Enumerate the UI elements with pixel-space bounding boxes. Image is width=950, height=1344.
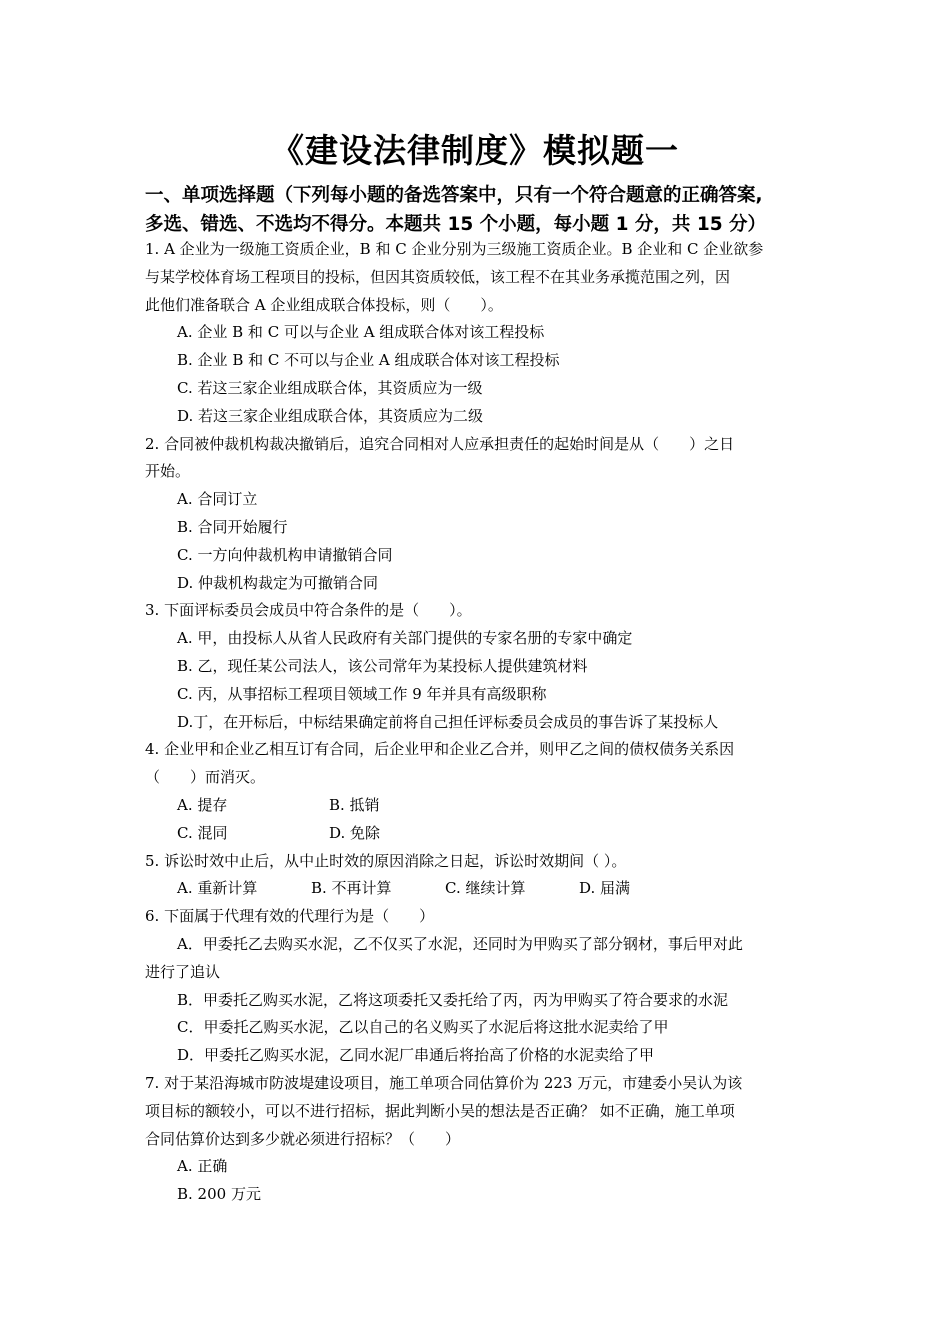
option-d: D.丁，在开标后，中标结果确定前将自己担任评标委员会成员的事告诉了某投标人 <box>177 712 719 731</box>
question-stem: 开始。 <box>145 462 191 481</box>
question-stem: 1. A 企业为一级施工资质企业，B 和 C 企业分别为三级施工资质企业。B 企业和 C 企业欲参 <box>145 240 764 258</box>
option-c: C. 若这三家企业组成联合体，其资质应为一级 <box>177 378 483 397</box>
question-stem: 项目标的额较小，可以不进行招标，据此判断小吴的想法是否正确？ 如不正确，施工单项 <box>145 1101 735 1120</box>
option-c: C. 丙，从事招标工程项目领域工作 9 年并具有高级职称 <box>177 684 547 703</box>
question-stem: 6. 下面属于代理有效的代理行为是（ ） <box>145 907 435 926</box>
option-c: C. 混同 <box>177 823 228 842</box>
option-row <box>145 792 815 820</box>
option-b: B. 乙，现任某公司法人，该公司常年为某投标人提供建筑材料 <box>177 656 588 675</box>
option-a: A. 提存 <box>177 795 228 814</box>
option-a: A. 甲，由投标人从省人民政府有关部门提供的专家名册的专家中确定 <box>177 629 633 648</box>
question-stem: 4. 企业甲和企业乙相互订有合同，后企业甲和企业乙合并，则甲乙之间的债权债务关系因 <box>145 740 735 759</box>
option-a: A. 重新计算 <box>177 879 258 898</box>
section-header-line: 多选、错选、不选均不得分。本题共 15 个小题，每小题 1 分，共 15 分） <box>145 214 767 235</box>
question-5 <box>145 848 815 904</box>
option-c: C．甲委托乙购买水泥，乙以自己的名义购买了水泥后将这批水泥卖给了甲 <box>177 1018 669 1037</box>
question-stem: 合同估算价达到多少就必须进行招标？（ ） <box>145 1129 461 1148</box>
question-stem: 2. 合同被仲裁机构裁决撤销后，追究合同相对人应承担责任的起始时间是从（ ）之日 <box>145 434 735 453</box>
question-stem: （ ）而消灭。 <box>145 768 266 787</box>
option-b: B．甲委托乙购买水泥，乙将这项委托又委托给了丙，丙为甲购买了符合要求的水泥 <box>177 990 729 1009</box>
section-header <box>145 181 815 239</box>
option-d: D. 届满 <box>579 879 631 898</box>
section-header-line: 一、单项选择题（下列每小题的备选答案中，只有一个符合题意的正确答案, <box>145 185 763 206</box>
question-1 <box>145 236 815 431</box>
question-stem: 3. 下面评标委员会成员中符合条件的是（ ）。 <box>145 601 472 620</box>
option-c: C. 继续计算 <box>445 879 526 898</box>
option-b: B. 不再计算 <box>311 879 392 898</box>
option-a: A. 企业 B 和 C 可以与企业 A 组成联合体对该工程投标 <box>177 323 545 342</box>
question-stem: 与某学校体育场工程项目的投标，但因其资质较低，该工程不在其业务承揽范围之列，因 <box>145 267 731 286</box>
option-b: B. 200 万元 <box>177 1185 261 1204</box>
question-2 <box>145 431 815 598</box>
option-d: D．甲委托乙购买水泥，乙同水泥厂串通后将抬高了价格的水泥卖给了甲 <box>177 1046 655 1065</box>
question-4 <box>145 736 815 847</box>
option-a: A. 正确 <box>177 1157 228 1176</box>
option-a: A．甲委托乙去购买水泥，乙不仅买了水泥，还同时为甲购买了部分钢材，事后甲对此 <box>177 934 743 953</box>
question-list <box>145 236 815 1209</box>
option-b: B. 合同开始履行 <box>177 517 288 536</box>
option-row <box>145 875 815 903</box>
question-3 <box>145 597 815 736</box>
option-d: D. 若这三家企业组成联合体，其资质应为二级 <box>177 406 484 425</box>
document-title: 《建设法律制度》模拟题一 <box>271 131 679 170</box>
question-7 <box>145 1070 815 1209</box>
question-stem: 7. 对于某沿海城市防波堤建设项目，施工单项合同估算价为 223 万元，市建委小吴认为该 <box>145 1073 743 1092</box>
option-c: C. 一方向仲裁机构申请撤销合同 <box>177 545 393 564</box>
option-d: D. 免除 <box>329 823 381 842</box>
question-stem: 此他们准备联合 A 企业组成联合体投标，则（ ）。 <box>145 295 503 314</box>
question-6 <box>145 903 815 1070</box>
question-stem: 5. 诉讼时效中止后，从中止时效的原因消除之日起，诉讼时效期间（ ）。 <box>145 851 627 870</box>
option-a-continued: 进行了追认 <box>145 962 221 981</box>
option-b: B. 抵销 <box>329 795 380 814</box>
option-row <box>145 820 815 848</box>
option-d: D. 仲裁机构裁定为可撤销合同 <box>177 573 379 592</box>
option-a: A. 合同订立 <box>177 490 258 509</box>
option-b: B. 企业 B 和 C 不可以与企业 A 组成联合体对该工程投标 <box>177 351 560 370</box>
